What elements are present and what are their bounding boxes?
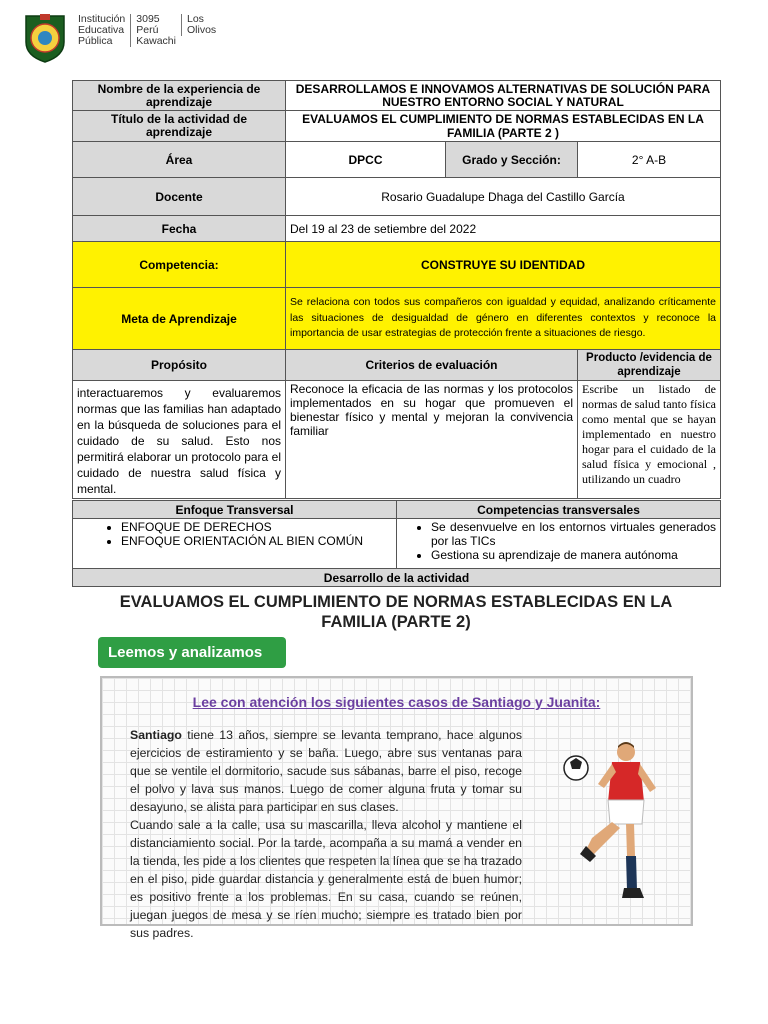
date-value: Del 19 al 23 de setiembre del 2022 [286, 216, 721, 242]
leemos-banner: Leemos y analizamos [98, 637, 286, 668]
institution-name [78, 14, 221, 47]
main-title-line-1: EVALUAMOS EL CUMPLIMIENTO DE NORMAS ESTABLECIDAS EN LA [119, 593, 673, 611]
experience-value: DESARROLLAMOS E INNOVAMOS ALTERNATIVAS DE SOLUCIÓN PARA NUESTRO ENTORNO SOCIAL Y NATURAL [286, 81, 721, 111]
place-line-1: Los [186, 13, 204, 25]
learning-goal-value: Se relaciona con todos sus compañeros con igualdad y equidad, analizando críticamente las situaciones de desigualdad de género en diferentes contextos y reconoce la importancia de usar estrategias de protección frente a situaciones de riesgo. [286, 288, 721, 350]
soccer-player-illustration [562, 738, 672, 923]
comp-transversal-header: Competencias transversales [397, 501, 721, 519]
competency-label: Competencia: [73, 242, 286, 288]
product-header: Producto /evidencia de aprendizaje [578, 350, 721, 381]
transversal-list [77, 520, 392, 548]
transversal-table [72, 500, 721, 587]
date-label: Fecha [73, 216, 286, 242]
story-paragraph-2: Cuando sale a la calle, usa su mascarilla, lleva alcohol y mantiene el distanciamiento social. Por la tarde, acompaña a su mamá a vender en la tienda, les pide a los clientes que respeten la línea que se ha trazado en el piso, pide guardar distancia y generalmente está de buen humor; es positivo frente a los problemas. En su casa, cuando se reúnen, juegan juegos de mesa y se ríen mucho; siempre es tratado bien por sus padres. [130, 818, 522, 940]
purpose-header: Propósito [73, 350, 286, 381]
comp-transversal-item: • Gestiona su aprendizaje de manera autónoma [431, 548, 716, 562]
main-title [72, 592, 720, 632]
activity-title-value: EVALUAMOS EL CUMPLIMIENTO DE NORMAS ESTABLECIDAS EN LA FAMILIA (PARTE 2 ) [286, 111, 721, 142]
inst-country: Perú [136, 24, 159, 36]
grade-label: Grado y Sección: [446, 142, 578, 178]
transversal-item: • ENFOQUE DE DERECHOS [121, 520, 392, 534]
transversal-item: • ENFOQUE ORIENTACIÓN AL BIEN COMÚN [121, 534, 392, 548]
competency-value: CONSTRUYE SU IDENTIDAD [286, 242, 721, 288]
transversal-list-cell [73, 519, 397, 569]
inst-line-3: Pública [78, 35, 113, 47]
inst-line-2: Educativa [78, 24, 125, 36]
inst-kawachi: Kawachi [136, 35, 176, 47]
experience-label: Nombre de la experiencia de aprendizaje [73, 81, 286, 111]
product-value: Escribe un listado de normas de salud tanto física como mental que se hayan implementado en nuestro hogar para el cuidado de la salud física y emocional , utilizando un cuadro [578, 381, 721, 499]
activity-title-label: Título de la actividad de aprendizaje [73, 111, 286, 142]
comp-transversal-list [401, 520, 716, 562]
criteria-header: Criterios de evaluación [286, 350, 578, 381]
teacher-label: Docente [73, 178, 286, 216]
reading-heading: Lee con atención los siguientes casos de Santiago y Juanita: [192, 694, 601, 710]
activity-info-table [72, 80, 721, 499]
santiago-story [130, 726, 522, 942]
area-value: DPCC [286, 142, 446, 178]
transversal-header: Enfoque Transversal [73, 501, 397, 519]
place-line-2: Olivos [186, 24, 217, 36]
comp-transversal-list-cell [397, 519, 721, 569]
purpose-value: interactuaremos y evaluaremos normas que las familias han adaptado en la búsqueda de soluciones para el cuidado de su salud. Esto nos permitirá elaborar un protocolo para el cuidado de nuestra salud física y mental. [73, 381, 286, 499]
inst-line-1: Institución [78, 13, 126, 25]
story-paragraph-1: tiene 13 años, siempre se levanta temprano, hace algunos ejercicios de estiramiento y se baña. Luego, abre sus ventanas para que se ventile el dormitorio, sacude sus sábanas, barre el piso, recoge el polvo y lava sus manos. Luego de comer alguna fruta y tomar su desayuno, se alista para participar en sus clases. [130, 728, 522, 814]
learning-goal-label: Meta de Aprendizaje [73, 288, 286, 350]
area-label: Área [73, 142, 286, 178]
reading-card [100, 676, 693, 940]
criteria-value: Reconoce la eficacia de las normas y los protocolos implementados en su hogar que promueven el bienestar físico y mental y mejoran la convivencia familiar [286, 381, 578, 499]
main-title-line-2: FAMILIA (PARTE 2) [321, 613, 471, 631]
grade-value: 2° A-B [578, 142, 721, 178]
school-crest-logo [22, 12, 68, 64]
story-name: Santiago [130, 728, 182, 742]
comp-transversal-item: • Se desenvuelve en los entornos virtuales generados por las TICs [431, 520, 716, 548]
development-header: Desarrollo de la actividad [73, 569, 721, 587]
teacher-value: Rosario Guadalupe Dhaga del Castillo García [286, 178, 721, 216]
inst-number: 3095 [136, 13, 160, 25]
